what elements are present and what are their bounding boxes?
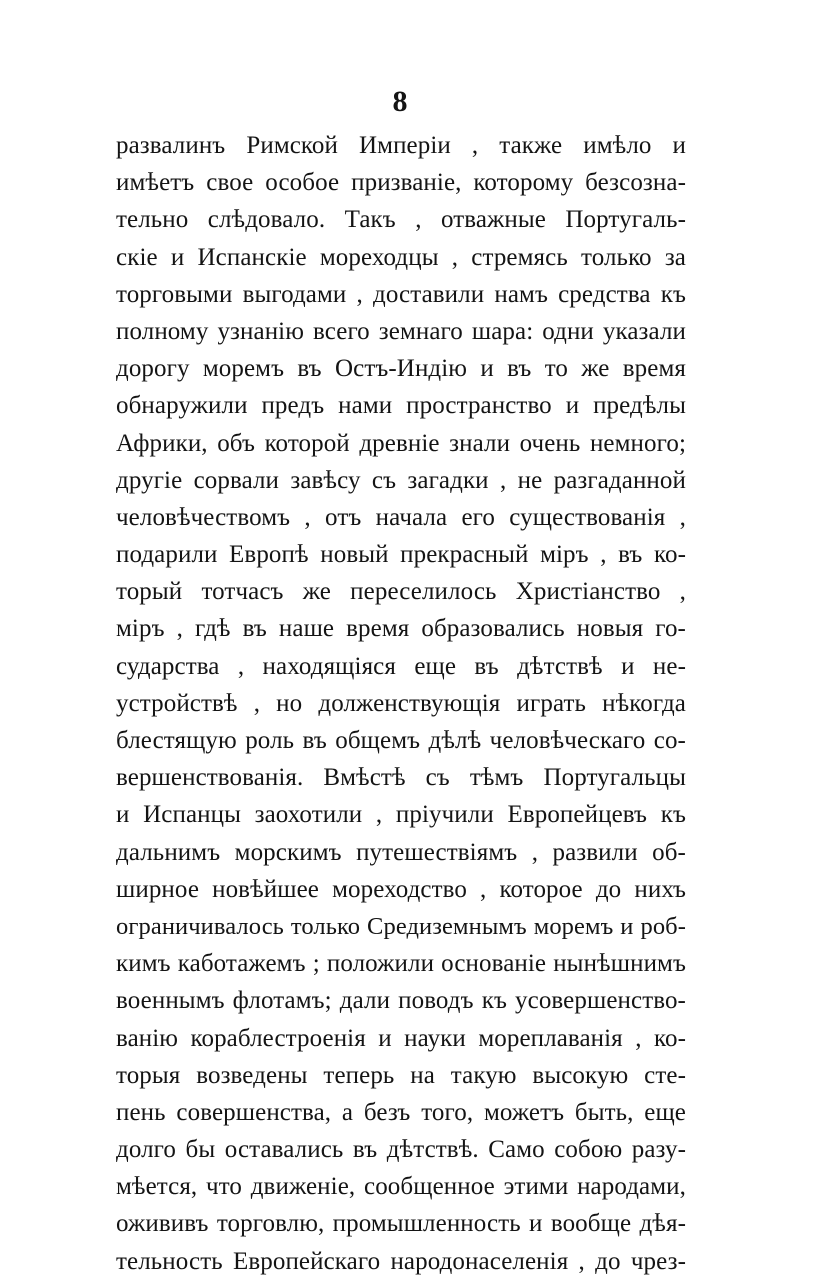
text-line: тельность Европейскаго народонаселенія , до чрез- [116, 1247, 686, 1275]
page-number: 8 [392, 85, 408, 118]
text-line: вершенствованія. Вмѣстѣ съ тѣмъ Португальцы [116, 764, 686, 792]
text-line: полному узнанію всего земнаго шара: одни указали [116, 317, 686, 345]
text-line: сударства , находящіяся еще въ дѣтствѣ и не- [116, 652, 686, 680]
text-line: пень совершенства, а безъ того, можетъ быть, еще [116, 1098, 686, 1126]
text-line: долго бы оставались въ дѣтствѣ. Само собою разу- [116, 1136, 686, 1164]
text-line: блестящую роль въ общемъ дѣлѣ человѣческаго со- [116, 727, 686, 754]
text-line: ванію кораблестроенія и науки мореплаванія , ко- [116, 1024, 686, 1052]
text-line: другіе сорвали завѣсу съ загадки , не разгаданной [116, 466, 686, 494]
text-line: военнымъ флотамъ; дали поводъ къ усовершенство- [116, 987, 686, 1015]
text-line: дальнимъ морскимъ путешествіямъ , развили об- [116, 838, 686, 866]
text-line: Африки, объ которой древніе знали очень немного; [116, 429, 686, 457]
text-line: и Испанцы заохотили , пріучили Европейцевъ къ [116, 801, 686, 829]
text-line: міръ , гдѣ въ наше время образовались новыя го- [116, 615, 686, 643]
text-line: торыя возведены теперь на такую высокую сте- [116, 1061, 686, 1089]
text-line: торговыми выгодами , доставили намъ средства къ [116, 280, 686, 308]
text-line: тельно слѣдовало. Такъ , отважные Португаль- [116, 206, 686, 234]
text-line: дорогу моремъ въ Остъ-Индію и въ то же время [116, 355, 686, 383]
text-line: обнаружили предъ нами пространство и предѣлы [116, 392, 686, 420]
text-line: человѣчествомъ , отъ начала его существованія , [116, 503, 686, 531]
text-line: кимъ каботажемъ ; положили основаніе нынѣшнимъ [116, 950, 686, 978]
text-line: ожививъ торговлю, промышленность и вообще дѣя- [116, 1210, 686, 1238]
text-line: устройствѣ , но долженствующія играть нѣкогда [116, 689, 686, 717]
text-line: скіе и Испанскіе мореходцы , стремясь только за [116, 243, 686, 271]
text-line: ширное новѣйшее мореходство , которое до нихъ [116, 875, 686, 903]
text-line: мѣется, что движеніе, сообщенное этими народами, [116, 1173, 686, 1201]
text-line: ограничивалось только Средиземнымъ моремъ и роб- [116, 912, 686, 940]
text-line: имѣетъ свое особое призваніе, которому безсозна- [116, 169, 686, 197]
body-text [116, 127, 686, 1280]
text-line: торый тотчасъ же переселилось Христіанство , [116, 578, 686, 606]
text-line: развалинъ Римской Имперіи , также имѣло и [116, 132, 686, 159]
text-line: подарили Европѣ новый прекрасный міръ , въ ко- [116, 541, 686, 569]
